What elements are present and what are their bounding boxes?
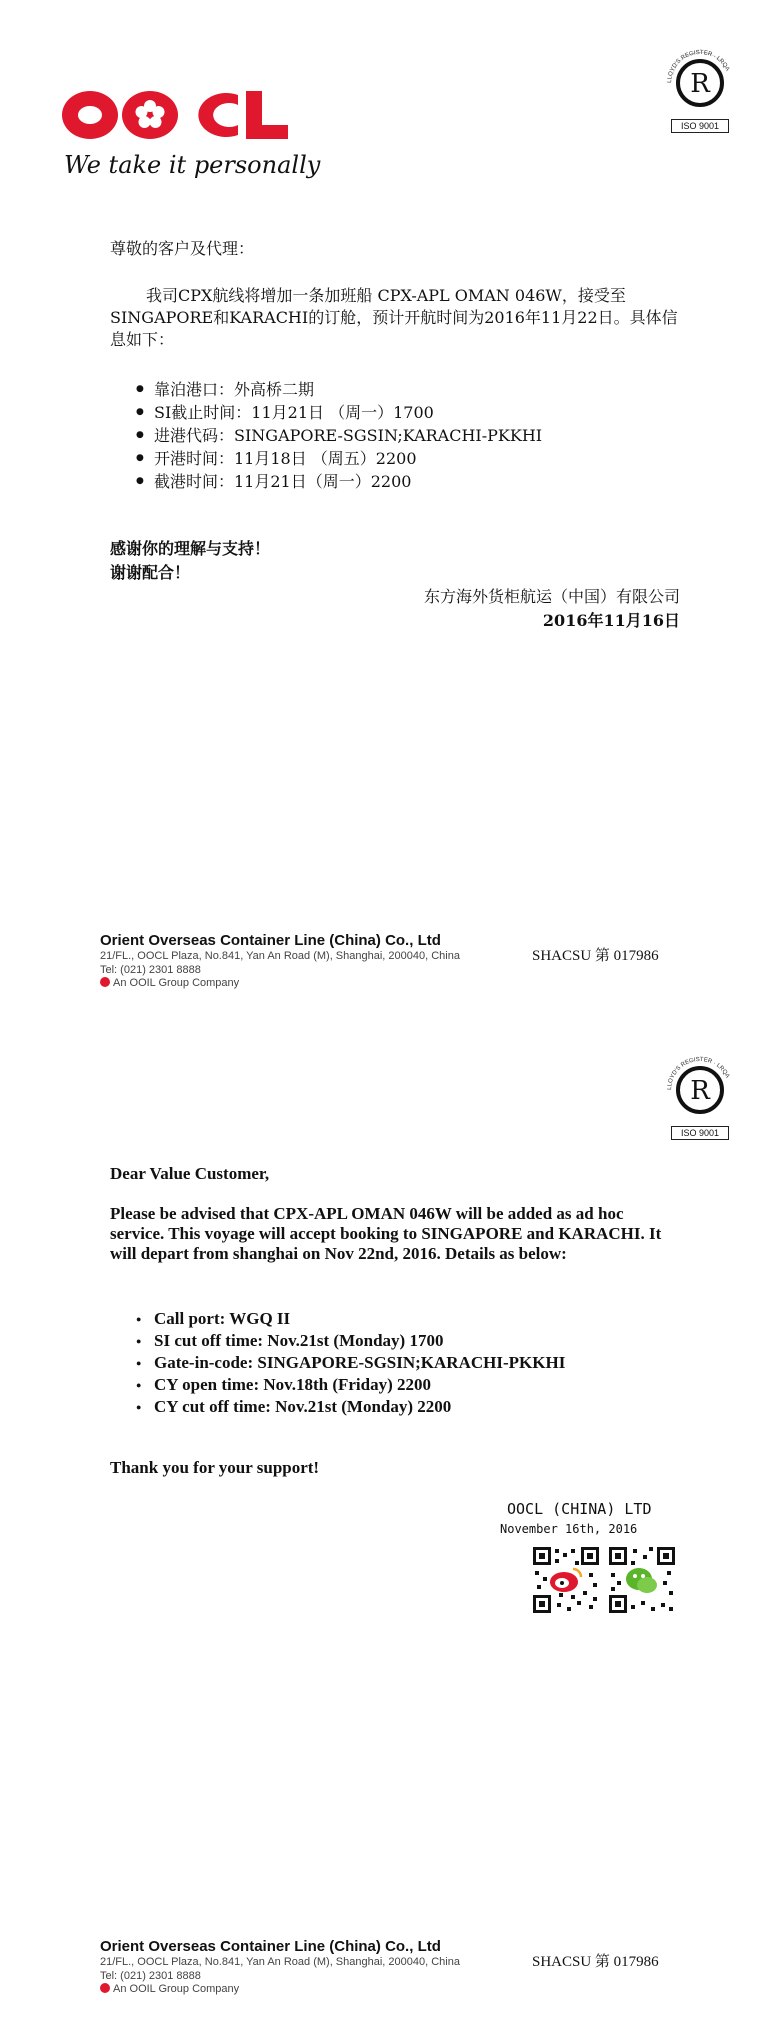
- list-item: ● 截港时间：11月21日（周一）2200: [110, 470, 670, 493]
- wechat-qr-code[interactable]: [607, 1545, 677, 1615]
- footer-company: Orient Overseas Container Line (China) Co., Ltd: [100, 1938, 441, 1955]
- list-item: ● SI截止时间：11月21日 （周一）1700: [110, 401, 670, 424]
- list-item: ● CY cut off time: Nov.21st (Monday) 2200: [110, 1396, 690, 1418]
- list-item: ● SI cut off time: Nov.21st (Monday) 1700: [110, 1330, 690, 1352]
- document-number: SHACSU 第 017986: [532, 948, 659, 964]
- list-item: ● CY open time: Nov.18th (Friday) 2200: [110, 1374, 690, 1396]
- document-number: SHACSU 第 017986: [532, 1954, 659, 1970]
- en-signature-date: November 16th, 2016: [500, 1522, 638, 1536]
- en-signature-company: OOCL (CHINA) LTD: [507, 1500, 652, 1518]
- lrqa-icon: [665, 1052, 735, 1126]
- cn-thanks-1: 感谢你的理解与支持！: [110, 539, 271, 558]
- iso-label: ISO 9001: [671, 1126, 729, 1140]
- footer: [100, 1938, 720, 1995]
- iso-badge: [665, 1052, 735, 1142]
- list-item: ● 靠泊港口：外高桥二期: [110, 378, 670, 401]
- iso-badge: [665, 45, 735, 135]
- en-greeting: Dear Value Customer,: [110, 1164, 270, 1183]
- list-item: ● Call port: WGQ II: [110, 1308, 690, 1330]
- cn-greeting: 尊敬的客户及代理：: [110, 239, 255, 258]
- cn-thanks-2: 谢谢配合！: [110, 563, 191, 582]
- svg-text:LLOYD'S REGISTER · LRQA: LLOYD'S REGISTER · LRQA: [666, 1056, 731, 1091]
- cn-signature-company: 东方海外货柜航运（中国）有限公司: [423, 587, 680, 606]
- en-detail-list: [110, 1308, 690, 1418]
- list-item: ● 进港代码：SINGAPORE-SGSIN;KARACHI-PKKHI: [110, 424, 670, 447]
- iso-label: ISO 9001: [671, 119, 729, 133]
- lrqa-icon: [665, 45, 735, 119]
- en-intro: Please be advised that CPX-APL OMAN 046W will be added as ad hoc service. This voyage will accept booking to SINGAPORE and KARACHI. It will depart from shanghai on Nov 22nd, 2016. Details as below:: [110, 1204, 662, 1263]
- footer-group: An OOIL Group Company: [100, 977, 720, 989]
- footer: [100, 932, 720, 989]
- oocl-logo: [60, 85, 320, 185]
- oocl-flower-icon: [100, 1983, 110, 1993]
- list-item: ● 开港时间：11月18日 （周五）2200: [110, 447, 670, 470]
- en-thanks: Thank you for your support!: [110, 1458, 320, 1477]
- tagline: We take it personally: [64, 151, 321, 179]
- svg-text:LLOYD'S REGISTER · LRQA: LLOYD'S REGISTER · LRQA: [666, 49, 731, 84]
- footer-company: Orient Overseas Container Line (China) Co., Ltd: [100, 932, 441, 949]
- footer-tel: Tel: (021) 2301 8888: [100, 1970, 201, 1982]
- cn-signature-date: 2016年11月16日: [542, 611, 680, 630]
- cn-detail-list: [110, 378, 670, 493]
- oocl-wordmark: [60, 85, 290, 145]
- footer-address: 21/FL., OOCL Plaza, No.841, Yan An Road (M), Shanghai, 200040, China: [100, 950, 460, 962]
- oocl-flower-icon: [100, 977, 110, 987]
- list-item: ● Gate-in-code: SINGAPORE-SGSIN;KARACHI-PKKHI: [110, 1352, 690, 1374]
- weibo-qr-code[interactable]: [531, 1545, 601, 1615]
- footer-address: 21/FL., OOCL Plaza, No.841, Yan An Road (M), Shanghai, 200040, China: [100, 1956, 460, 1968]
- cn-intro: 我司CPX航线将增加一条加班船 CPX-APL OMAN 046W，接受至 SINGAPORE和KARACHI的订舱，预计开航时间为2016年11月22日。具体信息如下：: [110, 286, 678, 349]
- svg-text:R: R: [690, 69, 710, 99]
- svg-text:R: R: [690, 1076, 710, 1106]
- footer-group: An OOIL Group Company: [100, 1983, 720, 1995]
- footer-tel: Tel: (021) 2301 8888: [100, 964, 201, 976]
